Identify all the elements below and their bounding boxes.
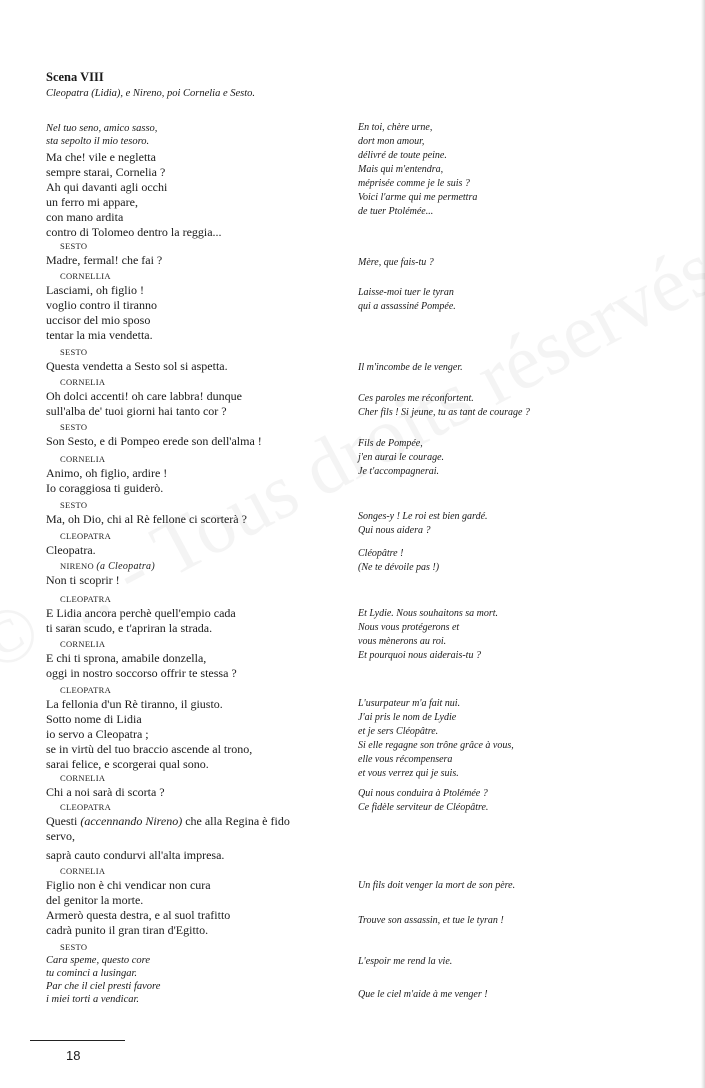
italian-lines: Chi a noi sarà di scorta ?: [46, 785, 165, 799]
speaker-label: CORNELLIA: [60, 271, 111, 281]
italian-lines: saprà cauto condurvi all'alta impresa.: [46, 848, 225, 862]
italian-lines: E Lidia ancora perchè quell'empio cada ti saran scudo, e t'apriran la strada.: [46, 606, 236, 635]
italian-lines: Questa vendetta a Sesto sol si aspetta.: [46, 359, 228, 373]
speaker-label: CLEOPATRA: [60, 531, 112, 541]
italian-lines: Cara speme, questo core tu cominci a lusingar. Par che il ciel presti favore i miei torti a vendicar.: [46, 955, 161, 1005]
italian-exchange: [46, 421, 262, 449]
scene-title: Scena VIII: [46, 70, 104, 84]
speaker-label: [46, 560, 155, 573]
french-lines: Mère, que fais-tu ?: [358, 257, 434, 268]
french-lines: Fils de Pompée, j'en aurai le courage. Je t'accompagnerai.: [358, 438, 445, 477]
stage-direction: (a Cleopatra): [96, 561, 155, 572]
speaker-label: CORNELIA: [60, 773, 106, 783]
italian-exchange: [46, 593, 236, 636]
french-lines: Laisse-moi tuer le tyran qui a assassiné Pompée.: [358, 287, 456, 312]
french-lines: Cléopâtre ! (Ne te dévoile pas !): [358, 548, 440, 573]
speaker-label: SESTO: [60, 241, 88, 251]
italian-exchange: [46, 941, 160, 1006]
italian-aria-lines: [46, 122, 157, 148]
italian-recitative: [46, 150, 222, 240]
italian-exchange: [46, 376, 242, 419]
speaker-label: SESTO: [60, 942, 88, 952]
italian-exchange: [46, 801, 290, 863]
italian-lines: servo,: [46, 829, 75, 843]
french-lines: Songes-y ! Le roi est bien gardé. Qui nous aidera ?: [358, 511, 488, 536]
speaker-label: CORNELIA: [60, 454, 106, 464]
italian-lines: Lasciami, oh figlio ! voglio contro il tiranno uccisor del mio sposo tentar la mia vendetta.: [46, 283, 157, 342]
italian-exchange: [46, 560, 155, 588]
speaker-label: SESTO: [60, 500, 88, 510]
speaker-label: CLEOPATRA: [60, 802, 112, 812]
french-lines: En toi, chère urne, dort mon amour, délivré de toute peine. Mais qui m'entendra, méprisée comme je le suis ? Voici l'arme qui me permettra de tuer Ptolémée...: [358, 122, 478, 217]
speaker-label: SESTO: [60, 422, 88, 432]
italian-text: Questi: [46, 814, 78, 828]
french-lines: L'usurpateur m'a fait nui. J'ai pris le nom de Lydie et je sers Cléopâtre. Si elle regagne son trône grâce à vous, elle vous récompensera et vous verrez qui je suis.: [358, 698, 514, 779]
italian-lines: Ma che! vile e negletta sempre starai, Cornelia ? Ah qui davanti agli occhi un ferro mi appare, con mano ardita contro di Tolomeo dentro la reggia...: [46, 150, 222, 239]
italian-exchange: [46, 453, 167, 496]
speaker-label: CORNELIA: [60, 866, 106, 876]
italian-exchange: [46, 240, 162, 268]
page-number: 18: [66, 1048, 81, 1063]
speaker-label: SESTO: [60, 347, 88, 357]
italian-exchange: [46, 270, 157, 343]
italian-exchange: [46, 530, 111, 558]
italian-lines: Nel tuo seno, amico sasso, sta sepolto il mio tesoro.: [46, 123, 158, 147]
french-lines: Que le ciel m'aide à me venger !: [358, 989, 488, 1000]
italian-exchange: [46, 346, 228, 374]
italian-lines: La fellonia d'un Rè tiranno, il giusto. Sotto nome di Lidia io servo a Cleopatra ; se in virtù del tuo braccio ascende al trono, sarai felice, e scorgerai qual sono.: [46, 697, 253, 771]
italian-lines: Ma, oh Dio, chi al Rè fellone ci scorterà ?: [46, 512, 247, 526]
french-lines: Ces paroles me réconfortent. Cher fils ! Si jeune, tu as tant de courage ?: [358, 393, 530, 418]
french-lines: Trouve son assassin, et tue le tyran !: [358, 915, 504, 926]
speaker-label: CORNELIA: [60, 377, 106, 387]
speaker-label: CORNELIA: [60, 639, 106, 649]
speaker-label: CLEOPATRA: [60, 594, 112, 604]
italian-lines: E chi ti sprona, amabile donzella, oggi in nostro soccorso offrir te stessa ?: [46, 651, 237, 680]
italian-exchange: [46, 638, 237, 681]
italian-lines: Madre, fermal! che fai ?: [46, 253, 163, 267]
french-lines: Il m'incombe de le venger.: [358, 362, 463, 373]
french-lines: Un fils doit venger la mort de son père.: [358, 880, 516, 891]
italian-lines: [46, 814, 290, 829]
italian-lines: Animo, oh figlio, ardire ! Io coraggiosa ti guiderò.: [46, 466, 168, 495]
scene-subtitle: Cleopatra (Lidia), e Nireno, poi Cornelia e Sesto.: [46, 88, 256, 99]
french-lines: Qui nous conduira à Ptolémée ? Ce fidèle serviteur de Cléopâtre.: [358, 788, 489, 813]
speaker-name: NIRENO: [60, 561, 94, 571]
italian-text: che alla Regina è fido: [185, 814, 290, 828]
french-lines: Et Lydie. Nous souhaitons sa mort. Nous vous protégerons et vous mènerons au roi. Et pourquoi nous aiderais-tu ?: [358, 608, 498, 661]
italian-exchange: [46, 865, 230, 938]
footer-rule: [30, 1040, 125, 1041]
italian-exchange: [46, 684, 252, 772]
page-edge-shadow: [701, 0, 705, 1088]
french-lines: L'espoir me rend la vie.: [358, 956, 453, 967]
speaker-label: CLEOPATRA: [60, 685, 112, 695]
italian-lines: Cleopatra.: [46, 543, 96, 557]
italian-lines: Non ti scoprir !: [46, 573, 120, 587]
italian-lines: Son Sesto, e di Pompeo erede son dell'alma !: [46, 434, 262, 448]
stage-direction: (accennando Nireno): [80, 814, 183, 828]
italian-exchange: [46, 499, 247, 527]
italian-lines: Figlio non è chi vendicar non cura del genitor la morte. Armerò questa destra, e al suol trafitto cadrà punito il gran tiran d'Egitto.: [46, 878, 231, 937]
italian-exchange: [46, 772, 165, 800]
italian-lines: Oh dolci accenti! oh care labbra! dunque sull'alba de' tuoi giorni hai tanto cor ?: [46, 389, 242, 418]
